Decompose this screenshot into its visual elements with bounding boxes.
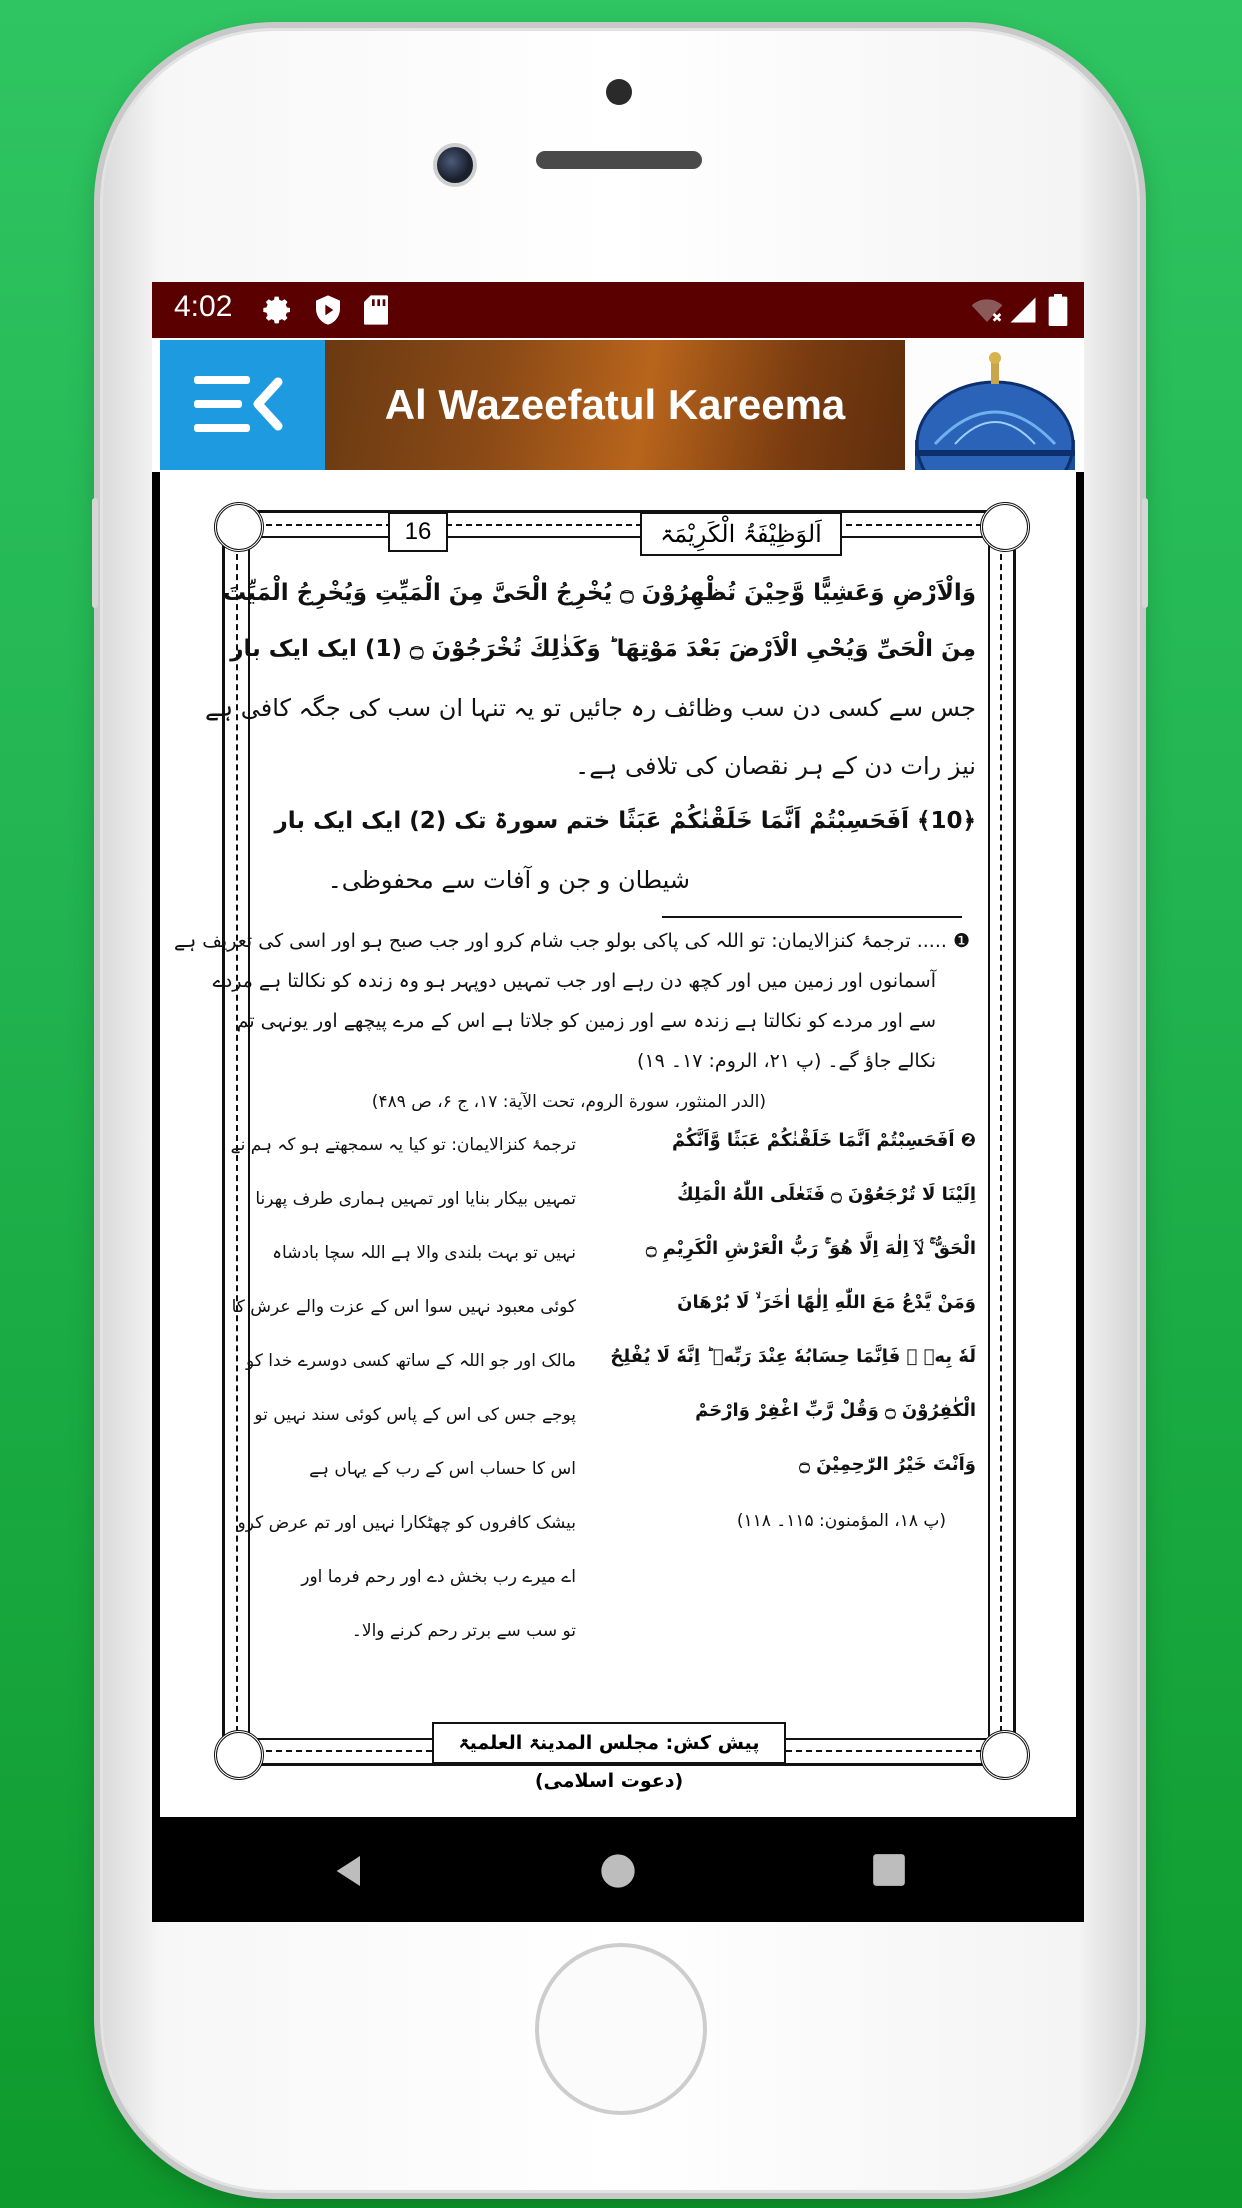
home-hardware-button[interactable] (535, 1943, 707, 2115)
book-page (174, 510, 1016, 1792)
proximity-sensor (606, 79, 632, 105)
sd-card-icon (362, 294, 390, 330)
footnote-line: ❶ ..... ترجمۂ کنزالایمان: تو اللہ کی پاکی بولو جب شام کرو اور جب صبح ہو اور اسی کی تعریف ہے (174, 930, 970, 952)
corner-ornament (980, 502, 1030, 552)
back-icon[interactable] (330, 1851, 370, 1895)
text-line: نیز رات دن کے ہر نقصان کی تلافی ہے۔ (575, 752, 976, 780)
green-dome-image (905, 340, 1080, 470)
corner-ornament (214, 502, 264, 552)
translation-line: تو سب سے برتر رحم کرنے والا۔ (351, 1621, 576, 1641)
translation-line: تمہیں بیکار بنایا اور تمہیں ہماری طرف پھرنا (255, 1189, 576, 1209)
shield-play-icon (312, 294, 344, 330)
quran-line: لَهٗ بِهٖ ۙ فَاِنَّمَا حِسَابُهٗ عِنْدَ رَبِّهٖ ؕ اِنَّهٗ لَا یُفْلِحُ (610, 1346, 976, 1367)
device-screen (152, 282, 1084, 1922)
publisher-footer: پیش کش: مجلس المدینۃ العلمیۃ (دعوت اسلامی) (432, 1722, 786, 1764)
status-bar (152, 282, 1084, 338)
footnote-divider (662, 916, 962, 918)
reference-line: (الدر المنثور، سورة الروم، تحت الآية: ۱۷، ج ۶، ص ۴۸۹) (371, 1092, 766, 1112)
navigation-bar (152, 1817, 1084, 1922)
footnote-line: نکالے جاؤ گے۔ (پ ۲۱، الروم: ۱۷۔ ۱۹) (637, 1050, 936, 1072)
quran-line: الْكٰفِرُوْنَ ۝ وَقُلْ رَّبِّ اغْفِرْ وَارْحَمْ (695, 1400, 976, 1421)
corner-ornament (214, 1730, 264, 1780)
quran-line: ❷ اَفَحَسِبْتُمْ اَنَّمَا خَلَقْنٰكُمْ عَبَثًا وَّاَنَّكُمْ (671, 1130, 976, 1151)
title-banner (325, 340, 905, 470)
home-icon[interactable] (598, 1851, 638, 1895)
page-number: 16 (388, 512, 448, 552)
text-line: شیطان و جن و آفات سے محفوظی۔ (327, 866, 690, 894)
signal-icon (1008, 294, 1038, 330)
quran-line: الْحَقُّ ۚ لَاۤ اِلٰهَ اِلَّا هُوَ ۚ رَبُّ الْعَرْشِ الْكَرِیْمِ ۝ (645, 1238, 976, 1259)
translation-line: نہیں تو بہت بلندی والا ہے اللہ سچا بادشاہ (272, 1243, 576, 1263)
translation-line: بیشک کافروں کو چھٹکارا نہیں اور تم عرض کرو (237, 1513, 576, 1533)
front-camera (433, 143, 477, 187)
app-title: Al Wazeefatul Kareema (384, 381, 846, 428)
settings-icon (262, 294, 294, 330)
text-line: مِنَ الْحَیِّ وَیُحْیِ الْاَرْضَ بَعْدَ مَوْتِهَا ؕ وَكَذٰلِكَ تُخْرَجُوْنَ ۝ (1) ایک ایک بار (230, 636, 976, 662)
translation-line: اس کا حساب اس کے رب کے یہاں ہے (309, 1459, 576, 1479)
quran-line: وَمَنْ یَّدْعُ مَعَ اللّٰهِ اِلٰهًا اٰخَرَ ۙ لَا بُرْهَانَ (677, 1292, 976, 1313)
text-line: ﴿10﴾ اَفَحَسِبْتُمْ اَنَّمَا خَلَقْنٰكُمْ عَبَثًا ختم سورۃ تک (2) ایک ایک بار (274, 808, 976, 834)
book-page-view[interactable] (160, 472, 1076, 1817)
menu-collapse-icon (190, 370, 290, 440)
translation-line: ترجمۂ کنزالایمان: تو کیا یہ سمجھتے ہو کہ ہم نے (230, 1135, 576, 1155)
corner-ornament (980, 1730, 1030, 1780)
page-header-title: اَلوَظِیْفَۃُ الْکَرِیْمَۃ (640, 512, 842, 556)
quran-line: وَاَنْتَ خَیْرُ الرّٰحِمِیْنَ ۝ (799, 1454, 976, 1475)
power-button (1142, 498, 1148, 608)
menu-button[interactable] (160, 340, 325, 470)
app-toolbar (152, 338, 1084, 472)
earpiece-speaker (536, 151, 702, 169)
text-line: وَالْاَرْضِ وَعَشِیًّا وَّحِیْنَ تُظْهِرُوْنَ ۝ یُخْرِجُ الْحَیَّ مِنَ الْمَیِّتِ وَیُخْرِجُ الْمَیِّتَ (222, 580, 976, 606)
reference-line: (پ ۱۸، المؤمنون: ۱۱۵۔ ۱۱۸) (736, 1511, 946, 1531)
battery-icon (1048, 294, 1068, 330)
recents-icon[interactable] (870, 1851, 908, 1893)
translation-line: کوئی معبود نہیں سوا اس کے عزت والے عرش کا (231, 1297, 576, 1317)
volume-button (92, 498, 98, 608)
translation-line: پوجے جس کی اس کے پاس کوئی سند نہیں تو (254, 1405, 576, 1425)
quran-line: اِلَیْنَا لَا تُرْجَعُوْنَ ۝ فَتَعٰلَى اللّٰهُ الْمَلِكُ (677, 1184, 976, 1205)
translation-line: اے میرے رب بخش دے اور رحم فرما اور (301, 1567, 576, 1587)
text-line: جس سے کسی دن سب وظائف رہ جائیں تو یہ تنہا ان سب کی جگہ کافی ہے (204, 694, 976, 722)
wifi-off-icon (970, 294, 1004, 330)
footnote-line: سے اور مردے کو نکالتا ہے زندہ سے اور زمین کو جلاتا ہے اس کے مرے پیچھے اور یونہی تم (236, 1010, 936, 1032)
translation-line: مالک اور جو اللہ کے ساتھ کسی دوسرے خدا کو (245, 1351, 576, 1371)
status-time: 4:02 (174, 290, 233, 323)
footnote-line: آسمانوں اور زمین میں اور کچھ دن رہے اور جب تمہیں دوپہر ہو وہ زندہ کو نکالتا ہے مردے (212, 970, 936, 992)
